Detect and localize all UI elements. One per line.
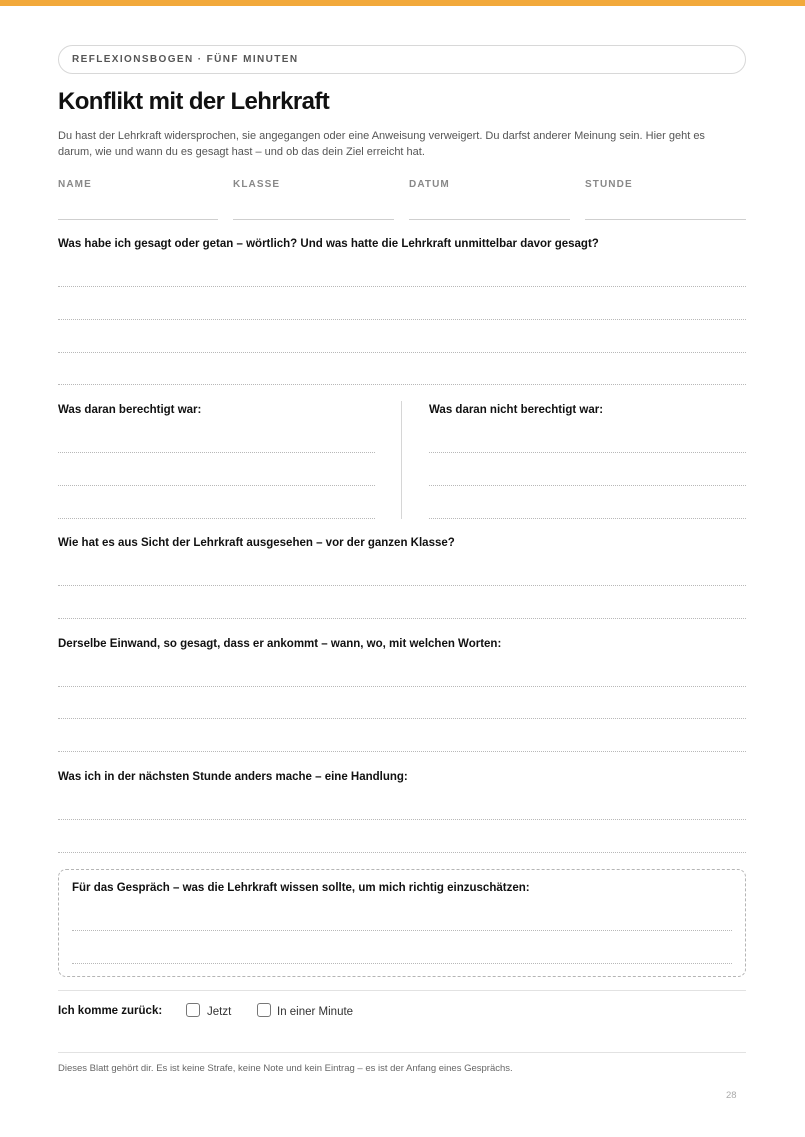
answer-line[interactable]: [429, 518, 746, 519]
worksheet-tag: REFLEXIONSBOGEN · FÜNF MINUTEN: [58, 45, 746, 74]
name-label: NAME: [58, 179, 92, 190]
name-field[interactable]: [58, 219, 218, 220]
klasse-label: KLASSE: [233, 179, 281, 190]
stunde-field[interactable]: [585, 219, 746, 220]
answer-line[interactable]: [58, 618, 746, 619]
answer-line[interactable]: [429, 452, 746, 453]
question-1: Was habe ich gesagt oder getan – wörtlich? Und was hatte die Lehrkraft unmittelbar davor gesagt?: [58, 238, 599, 250]
answer-line[interactable]: [58, 819, 746, 820]
answer-line[interactable]: [58, 286, 746, 287]
answer-line[interactable]: [72, 930, 732, 931]
answer-line[interactable]: [58, 518, 375, 519]
question-5: Was ich in der nächsten Stunde anders mache – eine Handlung:: [58, 771, 408, 783]
question-3: Wie hat es aus Sicht der Lehrkraft ausgesehen – vor der ganzen Klasse?: [58, 537, 455, 549]
checkbox-later[interactable]: [257, 1003, 271, 1017]
page-number: 28: [726, 1090, 737, 1101]
column-divider: [401, 401, 402, 519]
answer-line[interactable]: [72, 963, 732, 964]
answer-line[interactable]: [58, 852, 746, 853]
answer-line[interactable]: [58, 352, 746, 353]
accent-bar: [0, 0, 805, 6]
answer-line[interactable]: [58, 751, 746, 752]
divider: [58, 1052, 746, 1053]
page-title: Konflikt mit der Lehrkraft: [58, 88, 330, 115]
answer-line[interactable]: [58, 686, 746, 687]
intro-text: Du hast der Lehrkraft widersprochen, sie angegangen oder eine Anweisung verweigert. Du darfst anderer Meinung sein. Hier geht es darum, wie und wann du es gesagt hast – und ob das dein Ziel erreicht hat.: [58, 130, 705, 158]
answer-line[interactable]: [58, 718, 746, 719]
checkbox-now[interactable]: [186, 1003, 200, 1017]
footer-note: Dieses Blatt gehört dir. Es ist keine Strafe, keine Note und kein Eintrag – es ist der Anfang eines Gesprächs.: [58, 1063, 513, 1074]
question-not-justified: Was daran nicht berechtigt war:: [429, 404, 604, 416]
option-now-label: Jetzt: [207, 1006, 232, 1018]
question-justified: Was daran berechtigt war:: [58, 404, 202, 416]
answer-line[interactable]: [58, 319, 746, 320]
return-label: Ich komme zurück:: [58, 1005, 163, 1017]
datum-label: DATUM: [409, 179, 450, 190]
answer-line[interactable]: [58, 485, 375, 486]
question-6: Für das Gespräch – was die Lehrkraft wissen sollte, um mich richtig einzuschätzen:: [72, 882, 530, 894]
klasse-field[interactable]: [233, 219, 394, 220]
answer-line[interactable]: [58, 452, 375, 453]
answer-line[interactable]: [58, 585, 746, 586]
divider: [58, 990, 746, 991]
stunde-label: STUNDE: [585, 179, 633, 190]
answer-line[interactable]: [58, 384, 746, 385]
question-4: Derselbe Einwand, so gesagt, dass er ankommt – wann, wo, mit welchen Worten:: [58, 638, 502, 650]
datum-field[interactable]: [409, 219, 570, 220]
option-later-label: In einer Minute: [277, 1006, 354, 1018]
answer-line[interactable]: [429, 485, 746, 486]
